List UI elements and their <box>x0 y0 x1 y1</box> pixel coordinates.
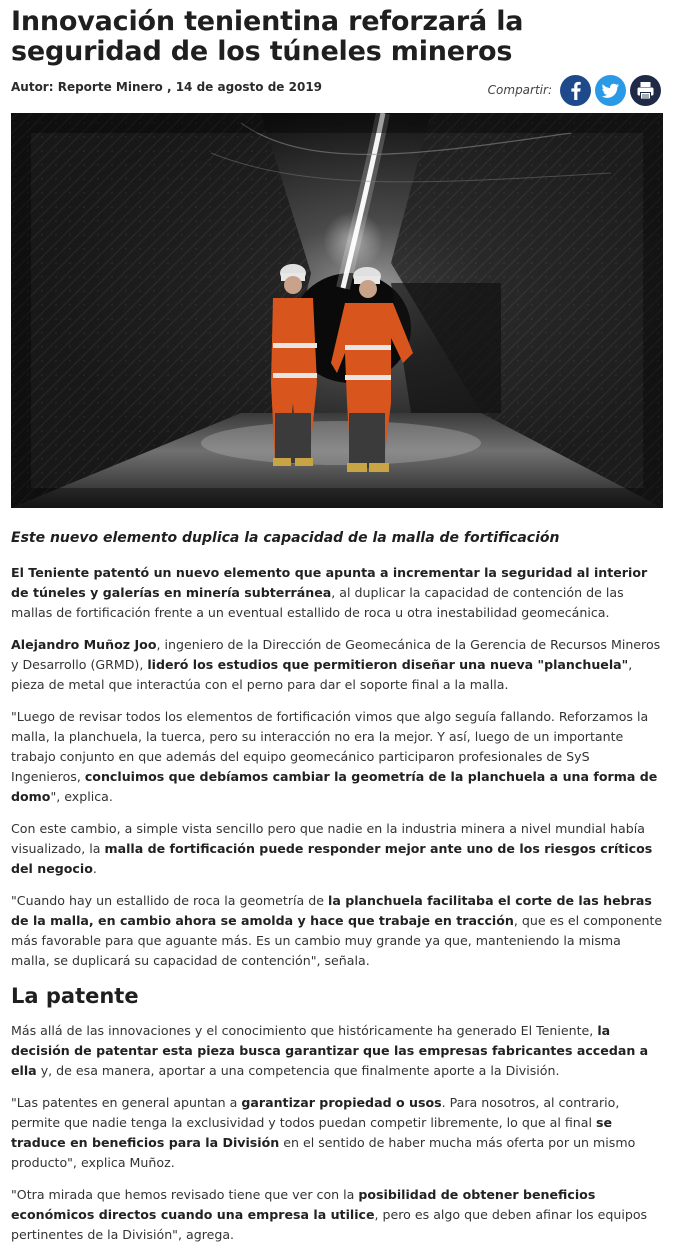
article-paragraph <box>11 707 663 807</box>
twitter-icon <box>595 75 626 106</box>
hero-photo <box>11 113 663 508</box>
mine-tunnel-photo <box>11 113 663 508</box>
paragraphs-bottom <box>11 1021 663 1245</box>
text-run: "Luego de revisar todos los elementos de fortificación vimos que algo seguía fallando. Reforzamos la malla, la planchuela, la tuerca, pero su interacción no era la mejor. Y así, luego de un importante trabajo conjunto en que además del equipo geomecánico participaron profesionales de SyS Ingenieros, <box>11 709 649 784</box>
article-paragraph <box>11 563 663 623</box>
bold-text: concluimos que debíamos cambiar la geometría de la planchuela a una forma de domo <box>11 769 658 804</box>
bold-text: se traduce en beneficios para la División <box>11 1115 613 1150</box>
share-label: Compartir: <box>487 83 552 97</box>
article-meta: Autor: Reporte Minero , 14 de agosto de 2019 <box>11 80 323 94</box>
text-run: . Para nosotros, al contrario, permite que nadie tenga la exclusividad y todos puedan competir libremente, lo que al final <box>11 1095 620 1130</box>
twitter-share-button[interactable] <box>595 75 626 106</box>
facebook-share-button[interactable] <box>560 75 591 106</box>
bold-text: Alejandro Muñoz Joo <box>11 637 157 652</box>
text-run: en el sentido de haber mucha más oferta por un mismo producto", explica Muñoz. <box>11 1135 636 1170</box>
text-run: , ingeniero de la Dirección de Geomecánica de la Gerencia de Recursos Mineros y Desarrollo (GRMD), <box>11 637 661 672</box>
text-run: , que es el componente más favorable para que aguante más. Es un cambio muy grande ya que, manteniendo la misma malla, se duplicará su capacidad de contención", señala. <box>11 913 663 968</box>
article-paragraph <box>11 635 663 695</box>
text-run: Con este cambio, a simple vista sencillo pero que nadie en la industria minera a nivel mundial había visualizado, la <box>11 821 645 856</box>
text-run: , al duplicar la capacidad de contención de las mallas de fortificación frente a un eventual estallido de roca u otra inestabilidad geomecánica. <box>11 585 624 620</box>
section-heading: La patente <box>11 984 139 1008</box>
bold-text: posibilidad de obtener beneficios económicos directos cuando una empresa la utilice <box>11 1187 596 1222</box>
text-run: . <box>92 861 97 876</box>
bold-text: la planchuela facilitaba el corte de las hebras de la malla, en cambio ahora se amolda y hace que trabaje en tracción <box>11 893 652 928</box>
article-paragraph <box>11 819 663 879</box>
paragraphs-top <box>11 563 663 971</box>
text-run: ", explica. <box>50 789 113 804</box>
bold-text: El Teniente patentó un nuevo elemento que apunta a incrementar la seguridad al interior de túneles y galerías en minería subterránea <box>11 565 648 600</box>
article-paragraph <box>11 1093 663 1173</box>
article-paragraph <box>11 1185 663 1245</box>
bold-text: la decisión de patentar esta pieza busca garantizar que las empresas fabricantes accedan a ella <box>11 1023 649 1078</box>
bold-text: malla de fortificación puede responder mejor ante uno de los riesgos críticos del negocio <box>11 841 653 876</box>
text-run: , pieza de metal que interactúa con el perno para dar el soporte final a la malla. <box>11 657 633 692</box>
share-bar <box>488 74 661 106</box>
bold-text: lideró los estudios que permitieron diseñar una nueva "planchuela" <box>147 657 629 672</box>
article-subtitle: Este nuevo elemento duplica la capacidad de la malla de fortificación <box>11 530 560 546</box>
text-run: "Otra mirada que hemos revisado tiene que ver con la <box>11 1187 359 1202</box>
print-icon <box>630 75 661 106</box>
article-body <box>11 528 663 1257</box>
text-run: "Cuando hay un estallido de roca la geometría de <box>11 893 329 908</box>
text-run: , pero es algo que deben afinar los equipos pertinentes de la División", agrega. <box>11 1207 648 1242</box>
bold-text: garantizar propiedad o usos <box>241 1095 442 1110</box>
article-paragraph <box>11 891 663 971</box>
print-button[interactable] <box>630 75 661 106</box>
text-run: "Las patentes en general apuntan a <box>11 1095 242 1110</box>
text-run: Más allá de las innovaciones y el conocimiento que históricamente ha generado El Teniente, <box>11 1023 598 1038</box>
text-run: y, de esa manera, aportar a una competencia que finalmente aporte a la División. <box>36 1063 560 1078</box>
facebook-icon <box>560 75 591 106</box>
article-title: Innovación tenientina reforzará la seguridad de los túneles mineros <box>11 6 524 67</box>
article-paragraph <box>11 1021 663 1081</box>
